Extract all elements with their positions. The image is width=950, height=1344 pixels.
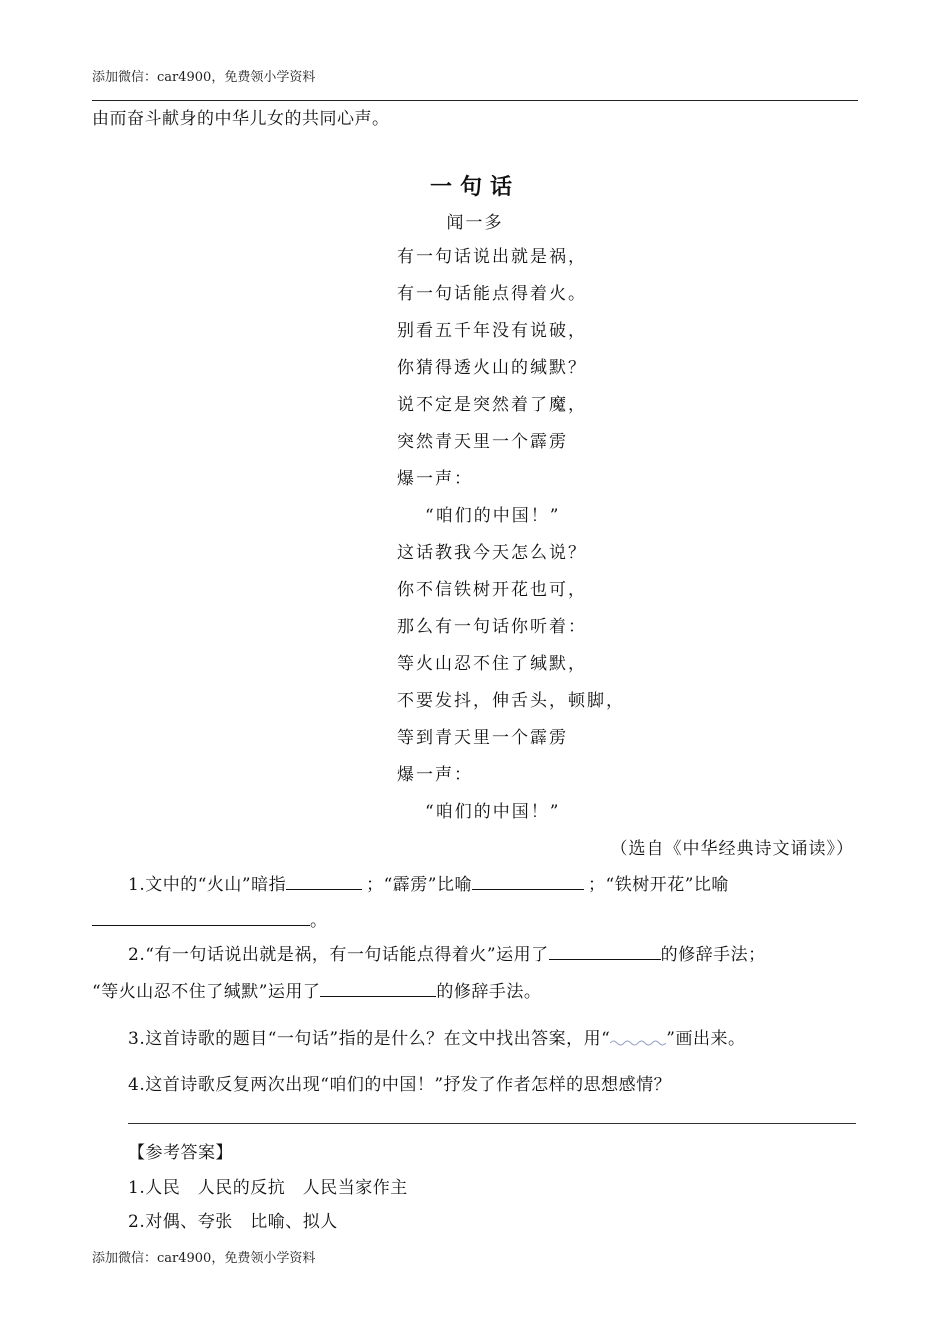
q1-text-b: ；“霹雳”比喻 <box>366 875 472 895</box>
poem-line: 你不信铁树开花也可， <box>397 580 587 600</box>
q2-text-c: “等火山忍不住了缄默”运用了 <box>92 982 321 1002</box>
q1-blank-volcano[interactable] <box>286 871 362 890</box>
intro-text: 由而奋斗献身的中华儿女的共同心声。 <box>92 109 390 129</box>
q2-blank-1[interactable] <box>549 941 661 960</box>
q2-text-d: 的修辞手法。 <box>436 982 542 1002</box>
footer-watermark: 添加微信：car4900，免费领小学资料 <box>92 1251 316 1266</box>
poem-line: 不要发抖，伸舌头，顿脚， <box>397 691 625 711</box>
poem-line: 有一句话能点得着火。 <box>397 284 587 304</box>
poem-line: 爆一声： <box>397 765 473 785</box>
poem-line: 突然青天里一个霹雳 <box>397 432 568 452</box>
q2-text-a: 2.“有一句话说出就是祸，有一句话能点得着火”运用了 <box>128 945 549 965</box>
poem-source: （选自《中华经典诗文诵读》） <box>610 839 854 859</box>
poem-line: 你猜得透火山的缄默？ <box>397 358 587 378</box>
answer-divider <box>128 1123 856 1124</box>
wavy-underline-icon <box>610 1032 666 1046</box>
question-2-line2 <box>92 977 541 1002</box>
q2-text-b: 的修辞手法； <box>660 945 766 965</box>
question-3 <box>128 1024 746 1049</box>
poem-line: “咱们的中国！” <box>425 506 561 526</box>
header-rule <box>92 100 858 101</box>
poem-title: 一句话 <box>429 175 520 200</box>
poem-line: 别看五千年没有说破， <box>397 321 587 341</box>
q3-text-a: 3.这首诗歌的题目“一句话”指的是什么？在文中找出答案，用“ <box>128 1029 611 1049</box>
header-watermark: 添加微信：car4900，免费领小学资料 <box>92 70 316 85</box>
q1-blank-ironwood[interactable] <box>92 907 310 926</box>
poem-lines <box>397 244 625 836</box>
question-4: 4.这首诗歌反复两次出现“咱们的中国！”抒发了作者怎样的思想感情？ <box>128 1075 672 1095</box>
answer-heading: 【参考答案】 <box>128 1143 233 1163</box>
q1-text-c: ；“铁树开花”比喻 <box>588 875 729 895</box>
poem-line: 爆一声： <box>397 469 473 489</box>
answer-1: 1.人民 人民的反抗 人民当家作主 <box>128 1178 408 1198</box>
question-1-line2 <box>92 906 328 931</box>
q1-text-end: 。 <box>310 911 328 931</box>
poem-line: 等火山忍不住了缄默， <box>397 654 587 674</box>
poem-line: 说不定是突然着了魔， <box>397 395 587 415</box>
q3-text-b: ”画出来。 <box>666 1029 746 1049</box>
q1-text-a: 1.文中的“火山”暗指 <box>128 875 287 895</box>
answer-2: 2.对偶、夸张 比喻、拟人 <box>128 1212 338 1232</box>
poem-line: 这话教我今天怎么说？ <box>397 543 587 563</box>
q2-blank-2[interactable] <box>320 978 436 997</box>
poem-line: “咱们的中国！” <box>425 802 561 822</box>
poem-line: 那么有一句话你听着： <box>397 617 587 637</box>
question-2 <box>128 940 766 965</box>
poem-line: 有一句话说出就是祸， <box>397 247 587 267</box>
poem-author: 闻一多 <box>446 213 504 233</box>
question-1 <box>128 870 729 895</box>
q1-blank-thunder[interactable] <box>472 871 584 890</box>
poem-line: 等到青天里一个霹雳 <box>397 728 568 748</box>
